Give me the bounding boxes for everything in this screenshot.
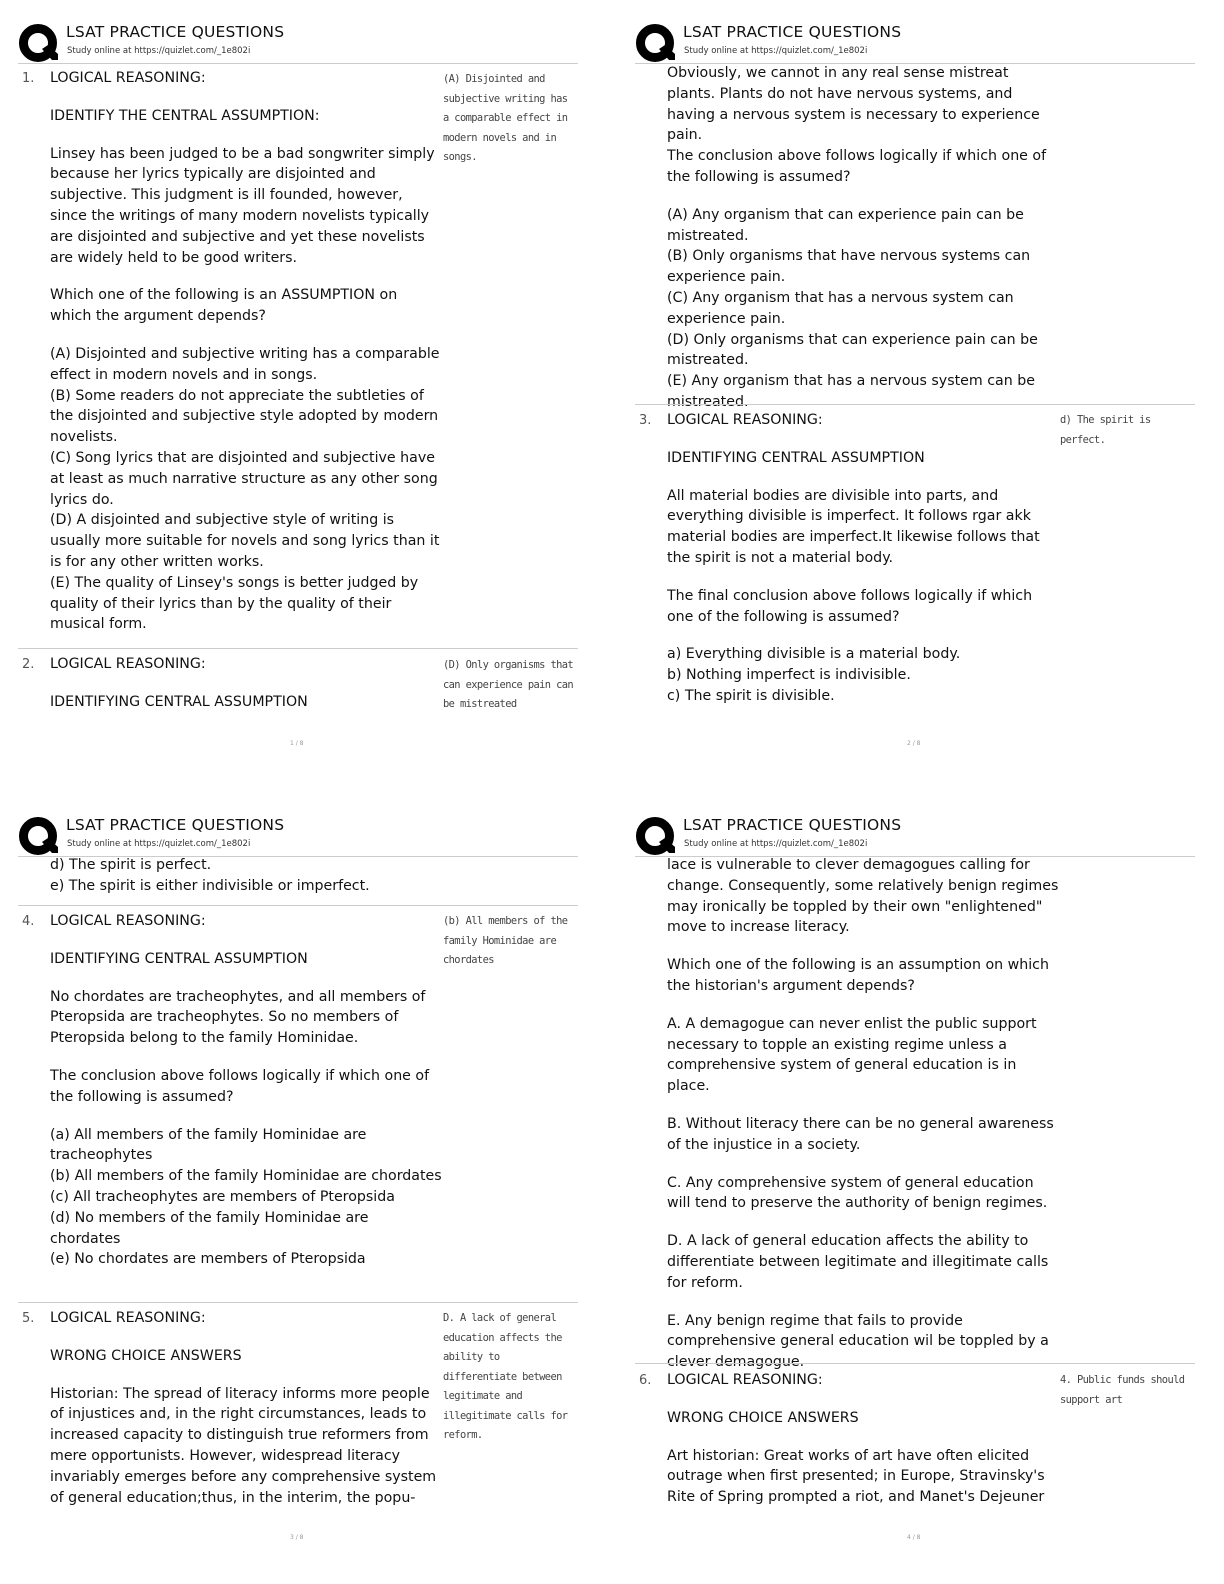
- page-number: 2 / 8: [907, 740, 921, 747]
- question-2-head: [50, 654, 442, 713]
- answer-choice: (A) Any organism that can experience pain can be mistreated.: [667, 206, 1024, 244]
- question-category: LOGICAL REASONING:: [667, 1372, 823, 1388]
- page-header: [635, 20, 1215, 64]
- answer-choice: a) Everything divisible is a material body.: [667, 646, 961, 663]
- answer-choice: (a) All members of the family Hominidae are tracheophytes: [50, 1126, 367, 1164]
- answer-side: D. A lack of general education affects the ability to differentiate between legitimate and illegitimate calls for reform.: [443, 1312, 568, 1441]
- question-prompt: Which one of the following is an assumption on which the historian's argument depends?: [667, 957, 1049, 994]
- question-prompt: The final conclusion above follows logically if which one of the following is assumed?: [667, 587, 1033, 625]
- page-header: [18, 813, 598, 857]
- quizlet-logo-icon: [635, 23, 675, 63]
- question-passage: Art historian: Great works of art have often elicited outrage when first presented; in Europe, Stravinsky's Rite of Spring prompted a riot, and Manet's Dejeuner: [667, 1447, 1045, 1506]
- answer-choice: (D) Only organisms that can experience pain can be mistreated.: [667, 331, 1038, 369]
- question-category: LOGICAL REASONING:: [50, 70, 206, 86]
- header-subtitle: Study online at https://quizlet.com/_1e802i: [67, 839, 251, 849]
- answer-choice: (E) The quality of Linsey's songs is better judged by quality of their lyrics than by the quality of their musical form.: [50, 574, 419, 633]
- question-type: IDENTIFY THE CENTRAL ASSUMPTION:: [50, 107, 320, 124]
- question-category: LOGICAL REASONING:: [50, 913, 206, 929]
- answer-choice: (B) Some readers do not appreciate the subtleties of the disjointed and subjective style adopted by modern novelists.: [50, 387, 439, 446]
- question-prompt: Which one of the following is an ASSUMPTION on which the argument depends?: [50, 287, 398, 325]
- question-type: IDENTIFYING CENTRAL ASSUMPTION: [50, 693, 308, 710]
- page-number: 3 / 8: [290, 1534, 304, 1541]
- answer-choice: (c) All tracheophytes are members of Pteropsida: [50, 1188, 395, 1205]
- quizlet-logo-icon: [18, 23, 58, 63]
- question-number: 3.: [639, 413, 652, 428]
- divider: [18, 648, 578, 649]
- answer-choice: D. A lack of general education affects the ability to differentiate between legitimate and illegitimate calls for reform.: [667, 1233, 1049, 1291]
- header-title: LSAT PRACTICE QUESTIONS: [683, 816, 902, 834]
- question-passage: Obviously, we cannot in any real sense mistreat plants. Plants do not have nervous systems, and having a nervous system is necessary to experience pain.: [667, 65, 1040, 144]
- quizlet-logo-icon: [635, 816, 675, 856]
- answer-choice: (b) All members of the family Hominidae are chordates: [50, 1168, 442, 1185]
- divider: [635, 404, 1195, 405]
- question-4: [50, 911, 442, 1270]
- answer-choice: d) The spirit is perfect.: [50, 857, 212, 873]
- question-3: [667, 410, 1059, 707]
- answer-side: (b) All members of the family Hominidae are chordates: [443, 915, 568, 966]
- page-3: [0, 793, 600, 1573]
- question-passage: No chordates are tracheophytes, and all members of Pteropsida are tracheophytes. So no members of Pteropsida belong to the family Hominidae.: [50, 988, 426, 1047]
- answer-side: 4. Public funds should support art: [1060, 1374, 1185, 1406]
- answer-choice: (D) A disjointed and subjective style of writing is usually more suitable for novels and song lyrics than it is for any other written works.: [50, 512, 440, 570]
- question-prompt: The conclusion above follows logically if which one of the following is assumed?: [50, 1067, 430, 1105]
- page-header: [18, 20, 598, 64]
- question-number: 5.: [22, 1311, 35, 1326]
- divider: [18, 63, 578, 64]
- answer-choice: b) Nothing imperfect is indivisible.: [667, 667, 911, 684]
- header-subtitle: Study online at https://quizlet.com/_1e802i: [67, 46, 251, 56]
- answer-choice: (e) No chordates are members of Pteropsida: [50, 1251, 366, 1268]
- question-type: IDENTIFYING CENTRAL ASSUMPTION: [50, 950, 308, 967]
- question-type: WRONG CHOICE ANSWERS: [667, 1409, 859, 1426]
- answer-choice: (A) Disjointed and subjective writing has a comparable effect in modern novels and in songs.: [50, 345, 440, 383]
- answer-choice: A. A demagogue can never enlist the public support necessary to topple an existing regime unless a comprehensive system of general education is in place.: [667, 1015, 1037, 1095]
- question-number: 1.: [22, 71, 35, 86]
- page-1: [0, 0, 600, 780]
- answer-choice: E. Any benign regime that fails to provide comprehensive general education wil be toppled by a clever demagogue.: [667, 1312, 1049, 1371]
- divider: [635, 1363, 1195, 1364]
- answer-side: (D) Only organisms that can experience pain can be mistreated: [443, 659, 574, 710]
- answer-choice: B. Without literacy there can be no general awareness of the injustice in a society.: [667, 1115, 1054, 1153]
- page-2: [617, 0, 1217, 780]
- answer-choice: (C) Any organism that has a nervous system can experience pain.: [667, 289, 1014, 327]
- answer-choice: (B) Only organisms that have nervous systems can experience pain.: [667, 248, 1031, 286]
- question-3-continued: [50, 855, 442, 897]
- question-passage: Historian: The spread of literacy informs more people of injustices and, in the right circumstances, leads to increased capacity to distinguish true reformers from mere opportunists. However, widespread literacy invariably emerges before any comprehensive system of general education;thus, in the interim, the popu-: [50, 1385, 437, 1506]
- answer-choice: C. Any comprehensive system of general education will tend to preserve the authority of benign regimes.: [667, 1174, 1048, 1212]
- question-2-body: [667, 63, 1059, 413]
- page-number: 1 / 8: [290, 740, 304, 747]
- divider: [18, 1302, 578, 1303]
- answer-side: d) The spirit is perfect.: [1060, 414, 1151, 446]
- question-type: WRONG CHOICE ANSWERS: [50, 1347, 242, 1364]
- question-category: LOGICAL REASONING:: [50, 1310, 206, 1326]
- page-header: [635, 813, 1215, 857]
- question-5-continued: [667, 855, 1059, 1373]
- header-title: LSAT PRACTICE QUESTIONS: [66, 816, 285, 834]
- answer-side: (A) Disjointed and subjective writing has a comparable effect in modern novels and in songs.: [443, 73, 568, 163]
- question-category: LOGICAL REASONING:: [667, 412, 823, 428]
- header-subtitle: Study online at https://quizlet.com/_1e802i: [684, 839, 868, 849]
- header-title: LSAT PRACTICE QUESTIONS: [683, 23, 902, 41]
- page-number: 4 / 8: [907, 1534, 921, 1541]
- question-1: [50, 68, 442, 635]
- question-prompt: The conclusion above follows logically if which one of the following is assumed?: [667, 148, 1047, 185]
- question-category: LOGICAL REASONING:: [50, 656, 206, 672]
- answer-choice: e) The spirit is either indivisible or imperfect.: [50, 877, 370, 894]
- header-subtitle: Study online at https://quizlet.com/_1e802i: [684, 46, 868, 56]
- question-6: [667, 1370, 1059, 1508]
- question-number: 6.: [639, 1373, 652, 1388]
- answer-choice: (E) Any organism that has a nervous system can be mistreated.: [667, 373, 1035, 410]
- header-title: LSAT PRACTICE QUESTIONS: [66, 23, 285, 41]
- answer-choice: c) The spirit is divisible.: [667, 687, 835, 704]
- page-4: [617, 793, 1217, 1573]
- question-passage: lace is vulnerable to clever demagogues calling for change. Consequently, some relatively benign regimes may ironically be toppled by their own "enlightened" move to increase literacy.: [667, 857, 1059, 936]
- question-passage: Linsey has been judged to be a bad songwriter simply because her lyrics typically are disjointed and subjective. This judgment is ill founded, however, since the writings of many modern novelists typically are disjointed and subjective and yet these novelists are widely held to be good writers.: [50, 145, 435, 266]
- answer-choice: (C) Song lyrics that are disjointed and subjective have at least as much narrative structure as any other song lyrics do.: [50, 449, 438, 508]
- divider: [18, 905, 578, 906]
- question-number: 2.: [22, 657, 35, 672]
- question-type: IDENTIFYING CENTRAL ASSUMPTION: [667, 449, 925, 466]
- question-5: [50, 1308, 442, 1508]
- quizlet-logo-icon: [18, 816, 58, 856]
- question-number: 4.: [22, 914, 35, 929]
- answer-choice: (d) No members of the family Hominidae are chordates: [50, 1209, 369, 1247]
- question-passage: All material bodies are divisible into parts, and everything divisible is imperfect. It follows rgar akk material bodies are imperfect.It likewise follows that the spirit is not a material body.: [667, 487, 1040, 566]
